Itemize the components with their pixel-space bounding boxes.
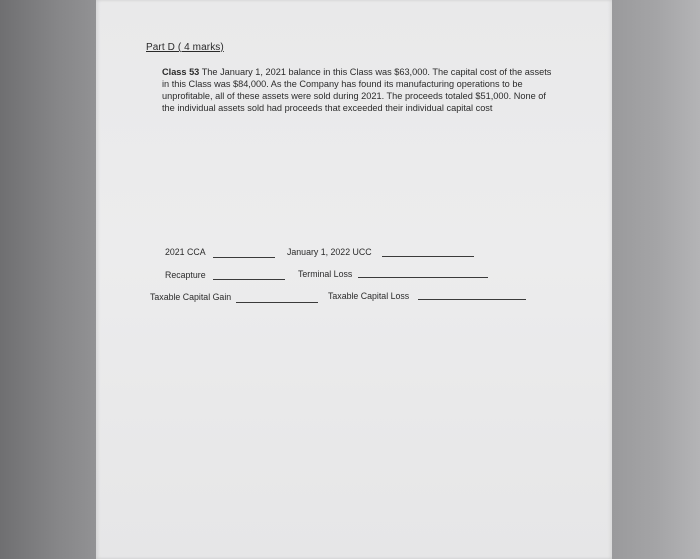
background-surface-right bbox=[612, 0, 700, 559]
paper-sheet bbox=[96, 0, 612, 559]
answer-line-recapture[interactable] bbox=[213, 279, 285, 280]
part-heading: Part D ( 4 marks) bbox=[146, 42, 224, 53]
field-label-taxable-capital-loss: Taxable Capital Loss bbox=[328, 291, 410, 301]
answer-line-terminal-loss[interactable] bbox=[358, 277, 488, 278]
field-label-2022-ucc: January 1, 2022 UCC bbox=[287, 247, 372, 257]
question-text bbox=[162, 66, 554, 114]
field-label-2021-cca: 2021 CCA bbox=[165, 247, 206, 257]
field-label-terminal-loss: Terminal Loss bbox=[298, 269, 353, 279]
answer-line-taxable-capital-gain[interactable] bbox=[236, 302, 318, 303]
question-lead: Class 53 bbox=[162, 67, 200, 77]
background-surface-left bbox=[0, 0, 96, 559]
question-body: The January 1, 2021 balance in this Class was $63,000. The capital cost of the assets in this Class was $84,000. As the Company has found its manufacturing operations to be unprofitable, all of these assets were sold during 2021. The proceeds totaled $51,000. None of the individual assets sold had proceeds that exceeded their individual capital cost bbox=[162, 67, 552, 113]
field-label-taxable-capital-gain: Taxable Capital Gain bbox=[150, 292, 232, 302]
answer-line-taxable-capital-loss[interactable] bbox=[418, 299, 526, 300]
field-label-recapture: Recapture bbox=[165, 270, 206, 280]
answer-line-2021-cca[interactable] bbox=[213, 257, 275, 258]
answer-line-2022-ucc[interactable] bbox=[382, 256, 474, 257]
